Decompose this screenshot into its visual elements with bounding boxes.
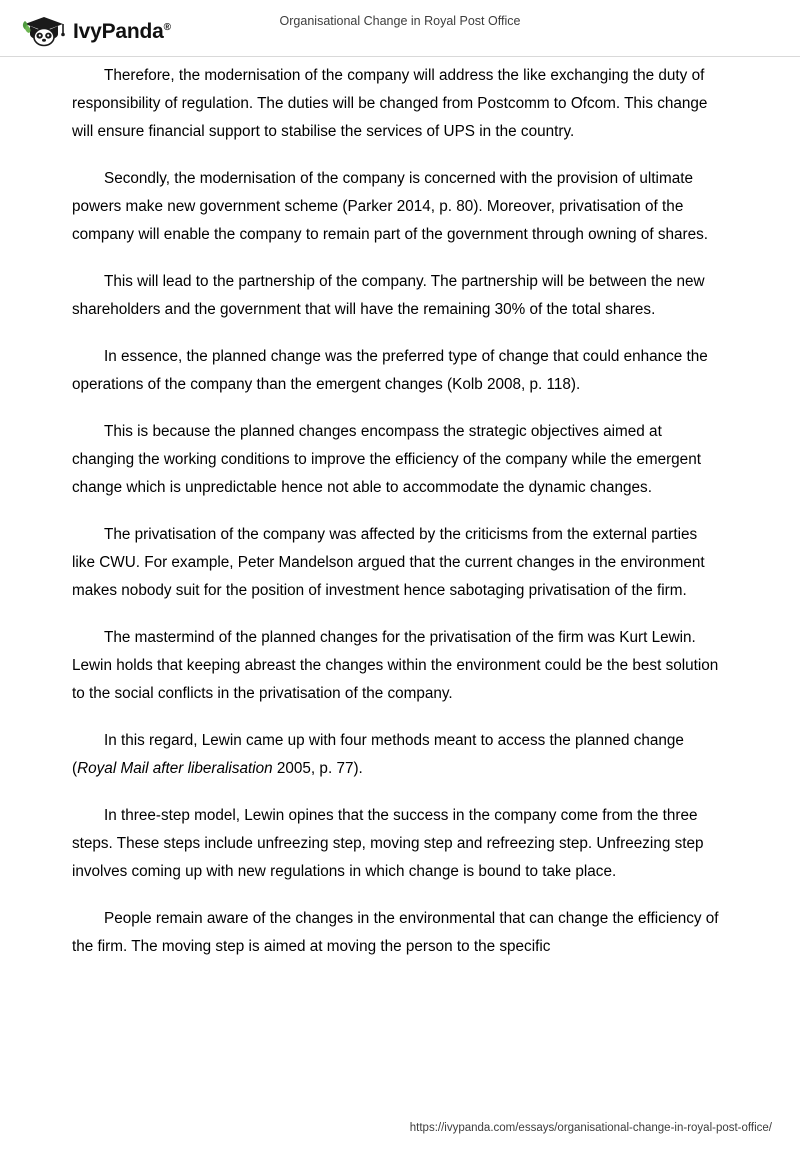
paragraph-suffix: 2005, p. 77). (272, 760, 363, 777)
paragraph: The privatisation of the company was affected by the criticisms from the external parties like CWU. For example, Peter Mandelson argued that the current changes in the environment makes nobody suit for the position of investment hence sabotaging privatisation of the firm. (72, 526, 705, 599)
registered-mark: ® (163, 21, 171, 33)
paragraph-prefix: In this regard, Lewin came up with four methods meant to access the planned change ( (72, 732, 684, 777)
page-title: Organisational Change in Royal Post Office (279, 14, 521, 28)
cited-work-title: Royal Mail after liberalisation (77, 760, 273, 777)
paragraph-with-citation (72, 727, 722, 783)
paragraph: This will lead to the partnership of the company. The partnership will be between the new shareholders and the government that will have the remaining 30% of the total shares. (72, 273, 705, 318)
paragraph: The mastermind of the planned changes for the privatisation of the firm was Kurt Lewin. Lewin holds that keeping abreast the changes within the environment could be the best solution to the social conflicts in the privatisation of the company. (72, 629, 719, 702)
source-url-link[interactable]: https://ivypanda.com/essays/organisational-change-in-royal-post-office/ (409, 1122, 772, 1134)
document-body (72, 62, 722, 980)
paragraph: This is because the planned changes encompass the strategic objectives aimed at changing the working conditions to improve the efficiency of the company while the emergent change which is unpredictable hence not able to accommodate the dynamic changes. (72, 423, 701, 496)
brand-name-text: IvyPanda (73, 19, 164, 43)
paragraph: Therefore, the modernisation of the company will address the like exchanging the duty of responsibility of regulation. The duties will be changed from Postcomm to Ofcom. This change will ensure financial support to stabilise the services of UPS in the country. (72, 67, 708, 140)
paragraph: In essence, the planned change was the preferred type of change that could enhance the operations of the company than the emergent changes (Kolb 2008, p. 118). (72, 348, 708, 393)
paragraph: Secondly, the modernisation of the company is concerned with the provision of ultimate powers make new government scheme (Parker 2014, p. 80). Moreover, privatisation of the company will enable the company to remain part of the government through owning of shares. (72, 170, 709, 243)
page-footer (0, 1122, 800, 1142)
paragraph: In three-step model, Lewin opines that the success in the company come from the three steps. These steps include unfreezing step, moving step and refreezing step. Unfreezing step involves coming up with new regulations in which change is bound to take place. (72, 807, 704, 880)
page-header (0, 0, 800, 56)
header-divider (0, 56, 800, 57)
paragraph: People remain aware of the changes in the environmental that can change the efficiency of the firm. The moving step is aimed at moving the person to the specific (72, 910, 719, 955)
